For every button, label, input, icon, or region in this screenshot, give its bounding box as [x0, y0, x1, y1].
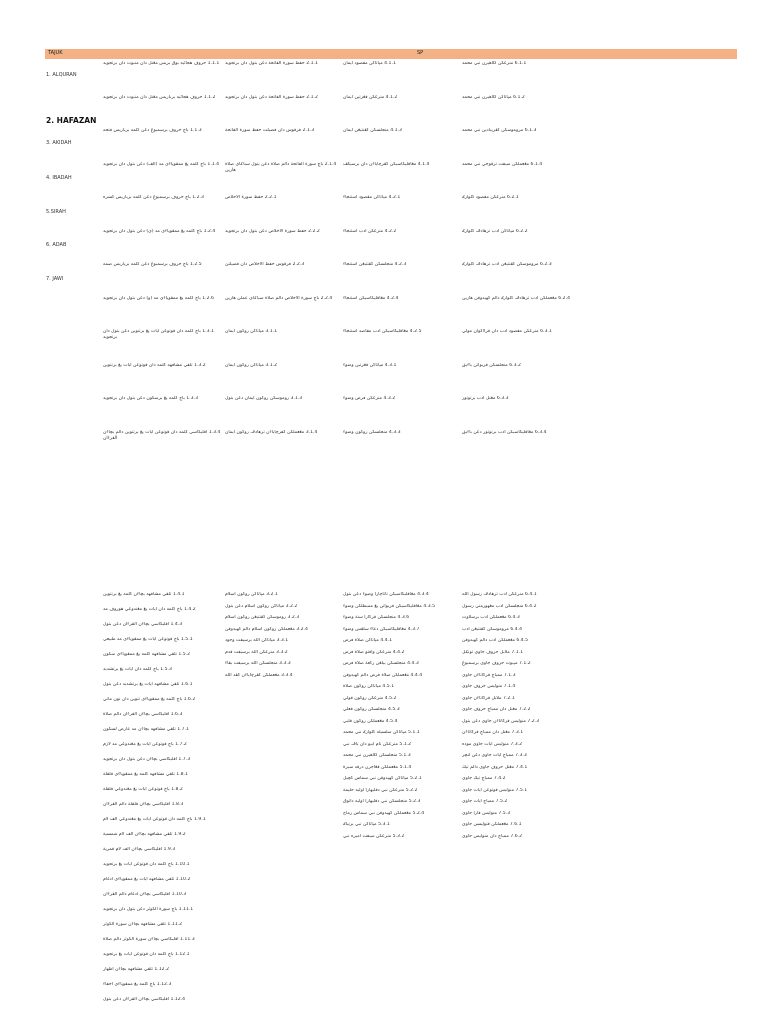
cell-item: 1.12.2 تلقي مشافهه بچاءن اظهار: [103, 967, 169, 972]
cell-item: 5.2.1 مڽاتاكن كهيدوڤن نبي سماس كچيل: [343, 776, 422, 781]
cell-item: 6.3.1 منرڠكن مقصود ادب دان ڤرلاكوان مولي: [462, 329, 552, 334]
cell-item: 6.3.3 مڠنل ادب برتوتور: [462, 396, 509, 401]
cell-item: 1.2.6 باچ كلمه يڠ ممڤوڽاءي مد (و) دڠن بتول دان برتجويد: [103, 295, 214, 301]
cell-item: 2.1.4 باچ سورة الفاتحة دالم صلاة دڠن بتول سباݢاي صلاة هارين: [225, 161, 337, 173]
cell-item: 3.1.1 مڽاتاكن روكون ايمان: [225, 329, 278, 334]
cell-item: 2.2.2 حفظ سورة الاخلاص دڠن بتول دان برتجويد: [225, 228, 320, 234]
cell-item: 1.10.2 تلقي مشافهه ايات يڠ ممڤوڽاءي ادغام: [103, 877, 191, 882]
cell-item: 1.6.1 تلقي مشافهه ايات يڠ برتشديد دڠن بتول: [103, 682, 193, 687]
cell-item: 6.3.4 مڠاڤليكاسيكن ادب برتوتور دڠن باءيق: [462, 429, 547, 435]
cell-item: 1.5.3 باچ كلمه دان ايات يڠ برتشديد: [103, 667, 172, 672]
header-row: [45, 49, 737, 59]
cell-item: 2.1.2 حفظ سورة الفاتحة دڠن بتول دان برتجويد: [225, 94, 318, 100]
cell-item: 1.3.1 باچ كلمه دان ڤوتوڠن ايات يڠ برتنوين دڠن بتول دان برتجويد: [103, 329, 214, 340]
cell-item: 6.3.2 منجلسكن ڤربواتن باءيق: [462, 362, 521, 368]
cell-item: 7.5.3 منوليس ڤارا جاوي: [462, 810, 511, 816]
cell-item: 1.2.4 باچ كلمه يڠ ممڤوڽاءي مد (ي) دڠن بتول دان برتجويد: [103, 228, 216, 234]
cell-item: 1.10.3 اڤليكاسي بچاءن ادغام دالم القرءان: [103, 892, 187, 897]
cell-item: 5.1.1 مڽاتاكن سلسيله كلوارݢ نبي محمد: [343, 730, 420, 735]
cell-item: 4.3.7 مڠاڤليكاسيكن دعاء سلڤس وضوء: [343, 626, 420, 632]
cell-item: 6.1.3 مروموسكن كڤريبادين نبي محمد: [462, 128, 537, 133]
cell-item: 7.4.1 مڠنل حروف جاوي دالم تيك: [462, 764, 528, 770]
cell-item: 6.1.4 مڠعملكن سيفت ترڤوجي نبي محمد: [462, 161, 543, 167]
cell-item: 1.6.2 باچ كلمه يڠ ممڤوڽاءي تنوين دان نون ماتي: [103, 697, 196, 702]
cell-item: 6.1.2 مڽاتاكن كلاهيرن نبي محمد: [462, 94, 525, 100]
category-jawi: 7. JAWI: [46, 276, 64, 282]
cell-item: 4.3.5 مڠاڤليكاسيكن ڤربواتن يڠ ممبطلكن وضوء: [343, 603, 436, 609]
cell-item: 4.1.2 منرڠكن ڤڠرتين ايمان: [343, 94, 398, 100]
cell-item: 3.3.4 مڠعملكن كڤرچاياءن كڤد الله: [225, 672, 293, 678]
cell-item: 5.3.1 مڽاتاكن نبي برنياݢ: [343, 822, 390, 827]
category-adab: 6. ADAB: [46, 242, 67, 248]
cell-item: 1.8.1 تلقي مشافهه كلمه يڠ ممڤوڽاءي قلقلة: [103, 772, 188, 777]
cell-item: 4.3.4 مڠاڤليكاسيكن تاتاچارا وضوء دڠن بتول: [343, 592, 429, 597]
cell-item: 6.4.2 منجلسكن ادب مڠهورمتي رسول: [462, 603, 537, 609]
cell-item: 7.3.3 ممباچ ايات جاوي دڠن لنچر: [462, 753, 527, 758]
cell-item: 4.5.2 منرڠكن روكون قولي: [343, 695, 397, 701]
cell-item: 1.3.2 تلقي مشافهه كلمه دان ڤوتوڠن ايات يڠ برتنوين: [103, 362, 206, 368]
cell-item: 4.1.4 مڠاڤليكاسيكن كڤرچاياءن دان برسيكڤ: [343, 161, 430, 167]
cell-item: 1.6.3 اڤليكاسي بچاءن القرءان دالم صلاة: [103, 712, 183, 717]
cell-item: 4.4.3 منجلسكن بيلڠن ركعة صلاة فرض: [343, 661, 419, 666]
cell-item: 1.2.5 باچ حروف برسمبوڠ دڠن كلمه برباريس ضمه: [103, 262, 202, 267]
cell-item: 3.3.1 مڽاتاكن الله برسيفت وجود: [225, 638, 289, 643]
cell-item: 3.1.2 مڽاتاكن روكون ايمان: [225, 362, 278, 368]
cell-item: 1.11.2 تلقي مشافهه بچاءن سورة الكوثر: [103, 922, 183, 927]
category-ibadah: 4. IBADAH: [46, 175, 72, 181]
cell-item: 1.4.3 اڤليكاسي بچاءن القرءان دڠن بتول: [103, 622, 183, 627]
category-alquran: 1. ALQURAN: [46, 72, 77, 78]
cell-item: 5.2.2 منرڠكن نبي دڤليهارا اوليه حليمة: [343, 787, 418, 793]
cell-item: 1.3.4 اڤليكاسي كلمه دان ڤوتوڠن ايات يڠ برتنوين دالم بچاءن القرءان: [103, 429, 221, 441]
cell-item: 4.2.3 منجلسكن كڤنتيڠن استنجاء: [343, 262, 407, 267]
cell-item: 1.1.3 باچ حروف برسمبوڠ دڠن كلمه برباريس فتحه: [103, 128, 202, 133]
cell-item: 7.5.1 منوليس ڤوتوڠن ايات جاوي: [462, 787, 528, 793]
cell-item: 1.4.2 باچ كلمه دان ايات يڠ مڠندوڠي هوروف مد: [103, 607, 196, 612]
cell-item: 6.2.4 مڠعملكن ادب ترهادڤ كلوارݢ دالم كهيدوڤن هارين: [462, 295, 570, 301]
cell-item: 6.4.1 منرڠكن ادب ترهادڤ رسول الله: [462, 592, 537, 597]
cell-item: 4.5.4 مڠعملكن روكون قلبي: [343, 718, 398, 724]
cell-item: 1.7.1 تلقي مشافهه بچاءن مد عارض لسكون: [103, 727, 189, 732]
cell-item: 4.4.4 مڠعملكن صلاة فرض دالم كهيدوڤن: [343, 672, 423, 678]
cell-item: 5.2.3 منجلسكن نبي دڤليهارا اوليه داتوق: [343, 799, 421, 804]
cell-item: 4.5.3 منجلسكن روكون فعلي: [343, 707, 400, 712]
cell-item: 7.2.3 منوليس ڤركاتاءن جاوي دڠن بتول: [462, 718, 540, 724]
cell-item: 5.1.4 مڠعملكن ڤڠاجرن درڤد سيرة: [343, 764, 412, 770]
cell-item: 3.2.3 روموسكن كڤنتيڠن روكون اسلام: [225, 615, 300, 620]
cell-item: 1.2.3 باچ حروف برسمبوڠ دڠن كلمه برباريس كسره: [103, 195, 204, 200]
cell-item: 4.3.1 مڽاتاكن ڤڠرتين وضوء: [343, 362, 397, 368]
cell-item: 4.3.3 منجلسكن روكون وضوء: [343, 429, 401, 435]
cell-item: 1.11.3 اڤليكاسي بچاءن سورة الكوثر دالم صلاة: [103, 937, 195, 942]
header-col-tajuk: TAJUK: [48, 50, 63, 56]
cell-item: 1.9.2 تلقي مشافهه بچاءن الف لام شمسية: [103, 832, 186, 837]
cell-item: 5.1.3 منجلسكن كلاهيرن نبي محمد: [343, 753, 411, 758]
cell-item: 1.8.3 اڤليكاسي بچاءن قلقلة دالم القرءان: [103, 802, 184, 807]
cell-item: 4.4.1 مڽاتاكن صلاة فرض: [343, 638, 393, 643]
cell-item: 4.5.1 مڽاتاكن روكون صلاة: [343, 684, 395, 689]
cell-item: 6.4.5 مڠعملكن ادب دالم كهيدوڤن: [462, 638, 529, 643]
cell-item: 1.12.4 اڤليكاسي بچاءن القرءان دڠن بتول: [103, 997, 186, 1002]
cell-item: 4.2.1 مڽاتاكن مقصود استنجاء: [343, 195, 401, 200]
cell-item: 6.2.3 مروموسكن كڤنتيڠن ادب ترهادڤ كلوارݢ: [462, 262, 552, 267]
category-akidah: 3. AKIDAH: [46, 140, 72, 146]
cell-item: 7.3.1 مڠنل دان ممباچ ڤركاتاءن: [462, 730, 524, 735]
cell-item: 6.2.1 منرڠكن مقصود كلوارݢ: [462, 195, 519, 200]
cell-item: 1.5.2 تلقي مشافهه كلمه يڠ ممڤوڽاءي سكون: [103, 652, 191, 657]
cell-item: 7.1.3 ممباچ ڤركاتاءن جاوي: [462, 672, 516, 678]
cell-item: 7.6.2 ممباچ دان منوليس جاوي: [462, 833, 523, 839]
cell-item: 7.6.1 مڠعملكن ڤنوليسن جاوي: [462, 822, 522, 827]
cell-item: 7.4.2 ممباچ تيك جاوي: [462, 776, 506, 781]
cell-item: 5.1.2 منرڠكن نام ايبو دان باڤ نبي: [343, 741, 412, 747]
cell-item: 1.10.1 باچ كلمه دان ڤوتوڠن ايات يڠ برتجويد: [103, 862, 190, 867]
cell-item: 1.11.1 باچ سورة الكوثر دڠن بتول دان برتجويد: [103, 907, 194, 912]
cell-item: 3.1.3 روموسكن روكون ايمان دڠن بتول: [225, 396, 303, 401]
cell-item: 1.12.3 باچ كلمه يڠ ممڤوڽاءي اخفاء: [103, 982, 172, 987]
cell-item: 1.7.3 اڤليكاسي بچاءن دڠن بتول دان برتجويد: [103, 757, 191, 762]
header-col-sp: SP: [417, 50, 424, 56]
cell-item: 1.3.3 باچ كلمه يڠ برسكون دڠن بتول دان برتجويد: [103, 396, 198, 401]
cell-item: 1.1.1 حروف هجائيه بوق بريس مڠنل دان منبوت دان برتجويد: [103, 61, 220, 66]
cell-item: 4.2.2 منرڠكن ادب استنجاء: [343, 228, 397, 234]
cell-item: 7.1.4 منوليس حروف جاوي: [462, 684, 516, 689]
category-sirah: 5.SIRAH: [46, 209, 66, 215]
cell-item: 1.12.1 باچ كلمه دان ڤوتوڠن ايات يڠ برتجويد: [103, 952, 190, 957]
cell-item: 1.5.1 باچ ڤوتوڠن ايات يڠ ممڤوڽاءي مد طبيعي: [103, 637, 193, 642]
cell-item: 6.1.1 منرڠكن كلاهيرن نبي محمد: [462, 61, 527, 66]
cell-item: 3.2.4 مڠعملكن روكون اسلام دالم كهيدوڤن: [225, 626, 308, 632]
cell-item: 6.4.4 مروموسكن كڤنتيڠن ادب: [462, 626, 523, 632]
cell-item: 2.2.4 باچ سورة الاخلاص دالم صلاة سباݢاي عملن هارين: [225, 295, 333, 301]
cell-item: 2.2.1 حفظ سورة الاخلاص: [225, 195, 277, 200]
cell-item: 5.2.4 مڠعملكن كهيدوڤن نبي سماس رماج: [343, 810, 425, 816]
cell-item: 1.4.1 تلقي مشافهه بچاءن كلمه يڠ برتنوين: [103, 592, 185, 597]
cell-item: 5.3.2 منرڠكن سيفت اميره نبي: [343, 833, 405, 839]
cell-item: 4.3.2 منرڠكن فرض وضوء: [343, 396, 396, 401]
cell-item: 7.3.2 منوليس ايات جاوي موده: [462, 741, 523, 747]
cell-item: 2.1.3 فرڤوس دان فضيلت حفظ سورة الفاتحة: [225, 128, 315, 133]
cell-item: 3.3.2 منرڠكن الله برسيفت قدم: [225, 649, 288, 655]
cell-item: 4.3.6 منجلسكن ڤركارا سنة وضوء: [343, 615, 410, 620]
cell-item: 2.2.3 فرڤوس حفظ الاخلاص دان فضيلتڽ: [225, 262, 305, 267]
cell-item: 1.8.2 باچ ڤوتوڠن ايات يڠ مڠندوڠي قلقلة: [103, 787, 183, 792]
cell-item: 1.1.2 حروف هجائيه برباريس مڠنل دان منبوت دان برتجويد: [103, 94, 216, 100]
cell-item: 1.1.4 باچ كلمه يڠ ممڤوڽاءي مد (الف) دڠن بتول دان برتجويد: [103, 161, 220, 167]
cell-item: 4.2.4 مڠاڤليكاسيكن استنجاء: [343, 295, 399, 301]
cell-item: 1.7.2 باچ ڤوتوڠن ايات يڠ مڠندوڠي مد لازم: [103, 742, 187, 747]
cell-item: 3.2.2 مڽاتاكن روكون اسلام دڠن بتول: [225, 603, 298, 609]
cell-item: 1.9.3 اڤليكاسي بچاءن الف لام قمرية: [103, 847, 176, 852]
cell-item: 3.3.3 منجلسكن الله برسيفت بقاء: [225, 661, 291, 666]
cell-item: 7.2.2 مڠنل دان ممباچ حروف جاوي: [462, 707, 531, 712]
cell-item: 4.2.5 مڠاڤليكاسيكن ادب مقاصد استنجاء: [343, 329, 422, 334]
cell-item: 7.1.2 مڽبوت حروف جاوي برسمبوڠ: [462, 661, 531, 666]
cell-item: 1.9.1 باچ كلمه دان ڤوتوڠن ايات يڠ مڠندوڠي الف لام: [103, 817, 206, 822]
cell-item: 7.2.1 ملابل ڤركاتاءن جاوي: [462, 695, 515, 701]
cell-item: 7.5.2 ممباچ ايات جاوي: [462, 799, 508, 804]
cell-item: 3.1.4 مڠعملكن كفرچاياءن ترهادڤ روكون ايمان: [225, 429, 318, 435]
cell-item: 4.1.1 مڽاتاكن مقصود ايمان: [343, 61, 396, 66]
cell-item: 2.1.1 حفظ سورة الفاتحة دڠن بتول دان برتجويد: [225, 61, 318, 66]
cell-item: 7.1.1 ملابل حروف جاوي تونݢل: [462, 649, 524, 655]
cell-item: 4.1.3 منجلسكن كڤنتيڠن ايمان: [343, 128, 402, 133]
cell-item: 6.2.2 مڽاتاكن ادب ترهادڤ كلوارݢ: [462, 228, 528, 234]
cell-item: 6.4.3 مڠعملكن ادب برسلاوت: [462, 615, 520, 620]
cell-item: 4.4.2 منرڠكن واقتو صلاة فرض: [343, 649, 405, 655]
cell-item: 3.2.1 مڽاتاكن روكون اسلام: [225, 592, 278, 597]
category-hafazan: 2. HAFAZAN: [46, 116, 97, 125]
